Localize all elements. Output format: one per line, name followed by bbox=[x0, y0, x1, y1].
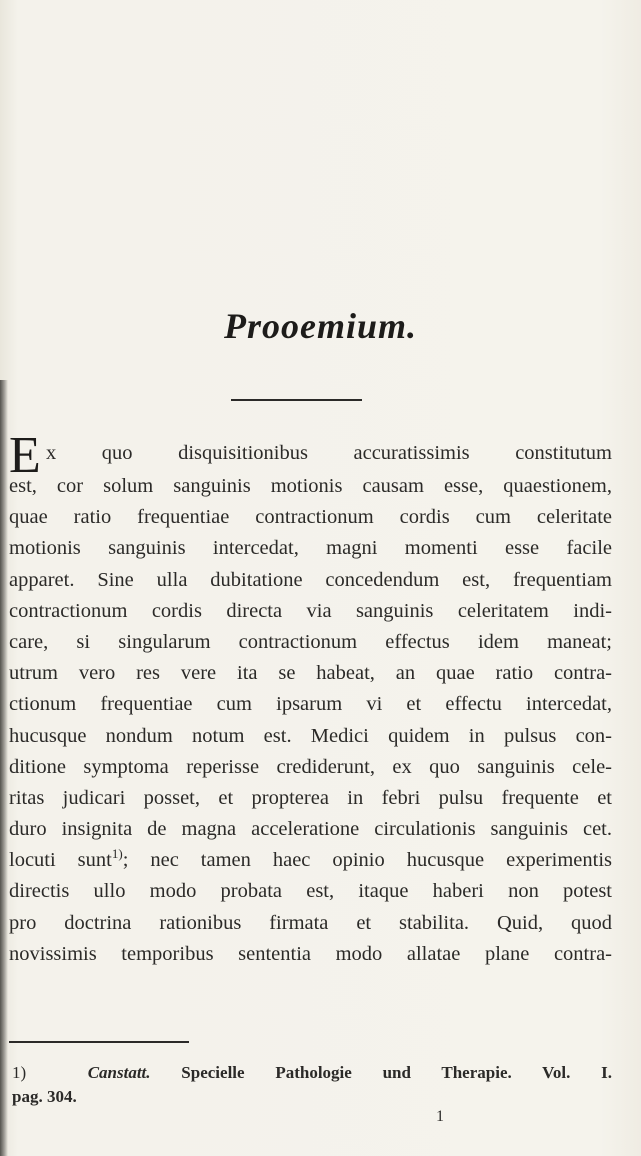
page-number: 1 bbox=[436, 1108, 444, 1125]
footnote-page: pag. 304. bbox=[12, 1087, 77, 1106]
body-text bbox=[9, 471, 612, 970]
text-line: contractionum cordis directa via sanguinis celeritatem indi- bbox=[9, 599, 612, 622]
text-line: novissimis temporibus sententia modo allatae plane contra- bbox=[9, 942, 612, 965]
text-line: quae ratio frequentiae contractionum cordis cum celeritate bbox=[9, 506, 612, 529]
page-title: Prooemium. bbox=[223, 306, 417, 346]
text-line: ctionum frequentiae cum ipsarum vi et effectu intercedat, bbox=[9, 693, 612, 716]
drop-cap: E bbox=[9, 427, 41, 484]
text-line: ritas judicari posset, et propterea in febri pulsu frequente et bbox=[9, 786, 612, 809]
text-line: hucusque nondum notum est. Medici quidem in pulsus con- bbox=[9, 724, 612, 747]
footnote bbox=[12, 1061, 612, 1109]
text-line-with-footnote bbox=[9, 845, 612, 876]
text-line: pro doctrina rationibus firmata et stabilita. Quid, quod bbox=[9, 911, 612, 934]
footnote-marker: 1) bbox=[12, 1063, 27, 1082]
footnote-author: Canstatt. bbox=[87, 1063, 151, 1082]
text-fragment: ; nec tamen haec opinio hucusque experimentis bbox=[122, 849, 613, 872]
binding-shadow bbox=[0, 380, 8, 1156]
text-fragment: locuti sunt bbox=[9, 849, 112, 872]
title-rule bbox=[231, 399, 362, 401]
text-line: directis ullo modo probata est, itaque haberi non potest bbox=[9, 880, 612, 903]
text-line: utrum vero res vere ita se habeat, an quae ratio contra- bbox=[9, 662, 612, 685]
text-line: apparet. Sine ulla dubitatione concedendum est, frequentiam bbox=[9, 568, 612, 591]
text-line: ditione symptoma reperisse crediderunt, ex quo sanguinis cele- bbox=[9, 755, 612, 778]
footnote-reference[interactable]: 1) bbox=[111, 846, 123, 862]
text-line: care, si singularum contractionum effectus idem maneat; bbox=[9, 630, 612, 653]
footnote-text: Specielle Pathologie und Therapie. Vol. I. bbox=[181, 1063, 612, 1082]
text-line-first: x quo disquisitionibus accuratissimis constitutum bbox=[46, 442, 612, 464]
footnote-line bbox=[12, 1061, 612, 1085]
text-line: duro insignita de magna acceleratione circulationis sanguinis cet. bbox=[9, 818, 612, 841]
text-line: motionis sanguinis intercedat, magni momenti esse facile bbox=[9, 537, 612, 560]
footnote-rule bbox=[9, 1041, 189, 1043]
text-line: est, cor solum sanguinis motionis causam esse, quaestionem, bbox=[9, 475, 612, 497]
